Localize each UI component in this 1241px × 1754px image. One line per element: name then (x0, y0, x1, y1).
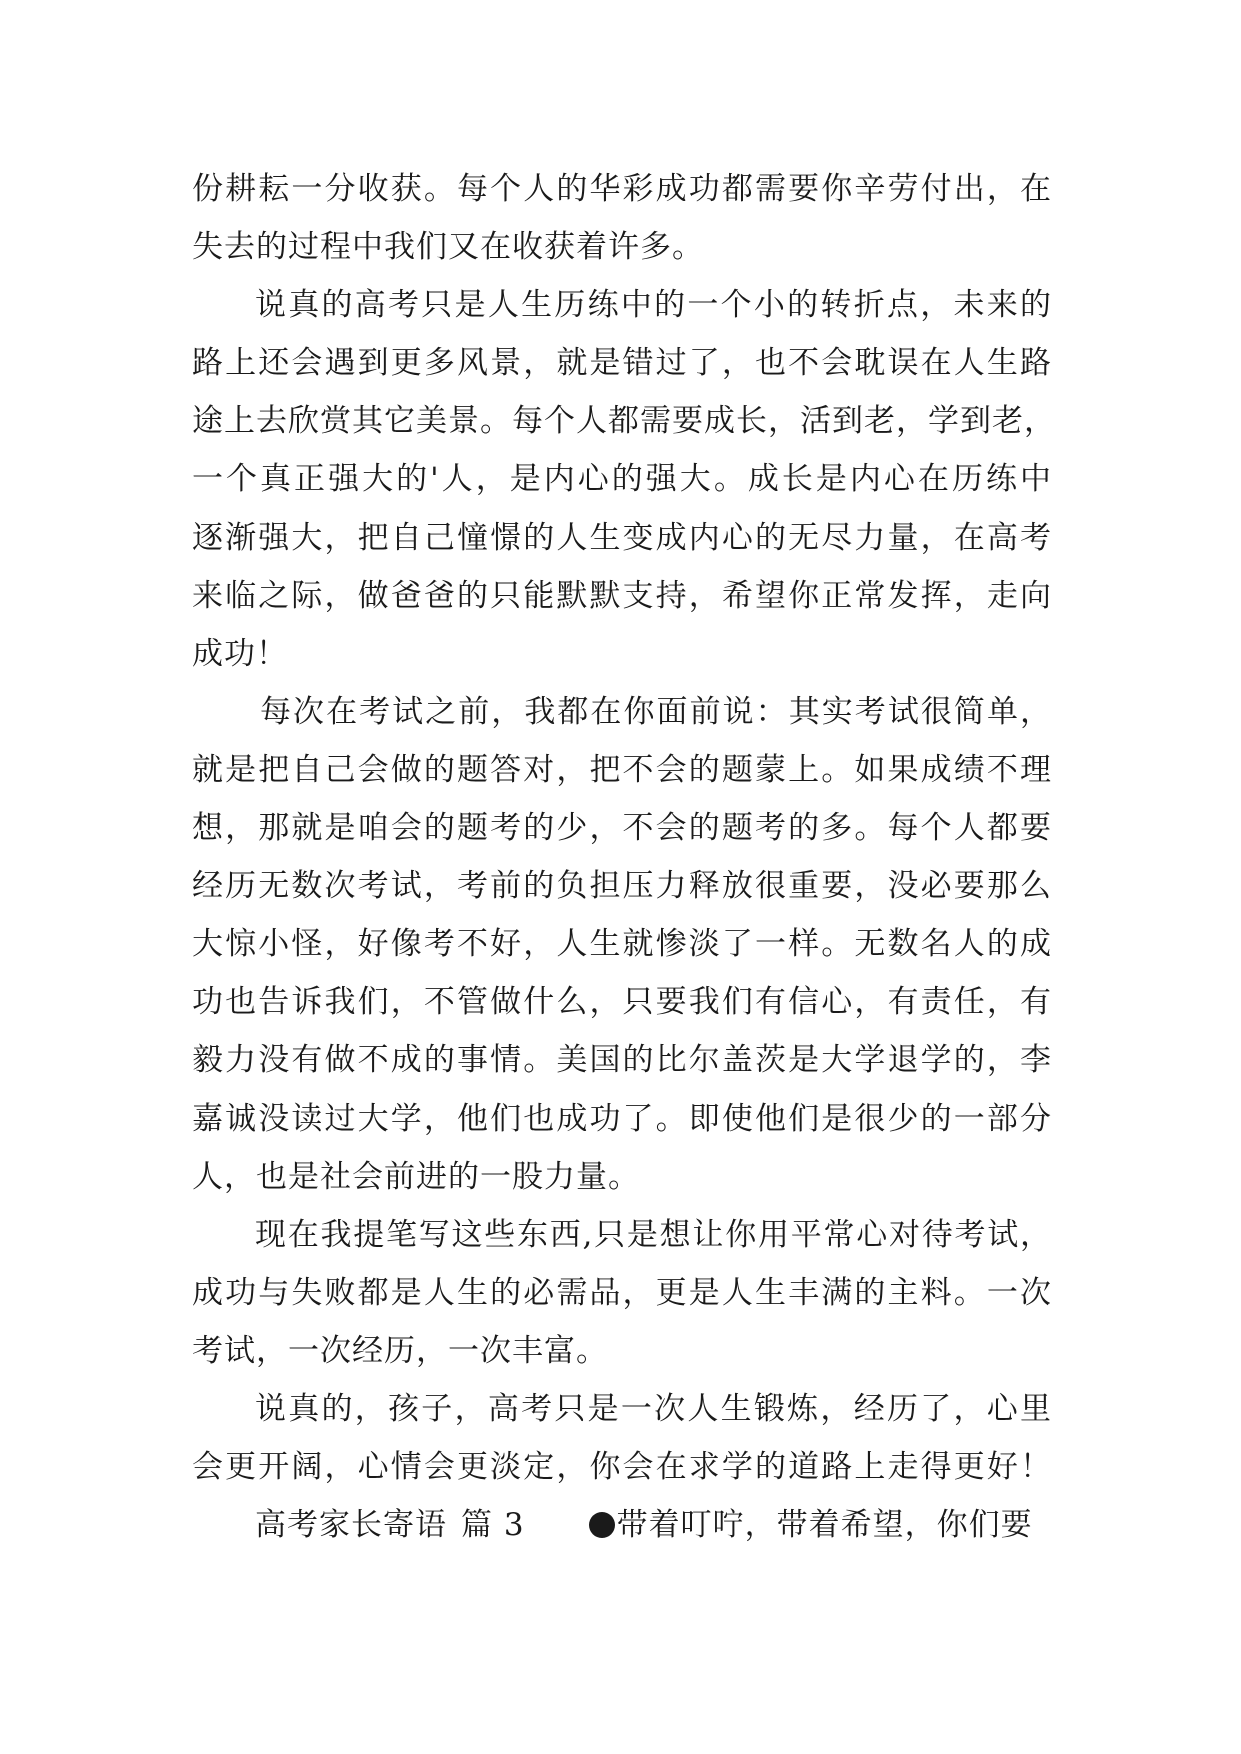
text-line: 成功！ (192, 635, 288, 672)
section-heading-line (192, 1496, 1052, 1554)
paragraph-1 (192, 160, 1052, 276)
text-line: 份耕耘一分收获。每个人的华彩成功都需要你辛劳付出，在 (192, 171, 1052, 207)
text-line: 功也告诉我们，不管做什么，只要我们有信心，有责任，有 (192, 984, 1052, 1021)
text-line: 想，那就是咱会的题考的少，不会的题考的多。每个人都要 (192, 810, 1052, 847)
section-lead-text: 带着叮咛，带着希望，你们要 (616, 1507, 1033, 1544)
paragraph-2 (192, 276, 1056, 683)
text-line: 说真的，孩子，高考只是一次人生锻炼，经历了，心里 (255, 1390, 1052, 1427)
text-line: 毅力没有做不成的事情。美国的比尔盖茨是大学退学的，李 (192, 1042, 1052, 1079)
section-heading-number: 篇 3 (461, 1507, 525, 1544)
text-line: 现在我提笔写这些东西,只是想让你用平常心对待考试， (255, 1216, 1052, 1253)
text-line: 会更开阔，心情会更淡定，你会在求学的道路上走得更好！ (192, 1449, 1052, 1486)
paragraph-5 (192, 1380, 1052, 1496)
section-heading-title: 高考家长寄语 (255, 1507, 447, 1544)
paragraph-3 (192, 683, 1052, 1206)
text-line: 途上去欣赏其它美景。每个人都需要成长，活到老，学到老， (192, 403, 1056, 440)
bullet-icon (589, 1512, 615, 1538)
document-body (192, 160, 1056, 1554)
text-line: 每次在考试之前，我都在你面前说：其实考试很简单， (260, 693, 1052, 730)
text-line: 失去的过程中我们又在收获着许多。 (192, 229, 704, 266)
text-line: 说真的高考只是人生历练中的一个小的转折点，未来的 (255, 287, 1052, 324)
paragraph-4 (192, 1206, 1052, 1380)
text-line: 大惊小怪，好像考不好，人生就惨淡了一样。无数名人的成 (192, 926, 1052, 963)
text-line: 经历无数次考试，考前的负担压力释放很重要，没必要那么 (192, 868, 1052, 905)
text-line: 嘉诚没读过大学，他们也成功了。即使他们是很少的一部分 (192, 1100, 1052, 1137)
text-line: 路上还会遇到更多风景，就是错过了，也不会耽误在人生路 (192, 345, 1052, 382)
text-line: 人，也是社会前进的一股力量。 (192, 1158, 640, 1195)
text-line: 一个真正强大的'人，是内心的强大。成长是内心在历练中 (192, 461, 1052, 498)
text-line: 成功与失败都是人生的必需品，更是人生丰满的主料。一次 (192, 1274, 1052, 1311)
text-line: 逐渐强大，把自己憧憬的人生变成内心的无尽力量，在高考 (192, 519, 1052, 556)
text-line: 就是把自己会做的题答对，把不会的题蒙上。如果成绩不理 (192, 751, 1052, 788)
text-line: 考试，一次经历，一次丰富。 (192, 1332, 608, 1369)
text-line: 来临之际，做爸爸的只能默默支持，希望你正常发挥，走向 (192, 577, 1052, 614)
